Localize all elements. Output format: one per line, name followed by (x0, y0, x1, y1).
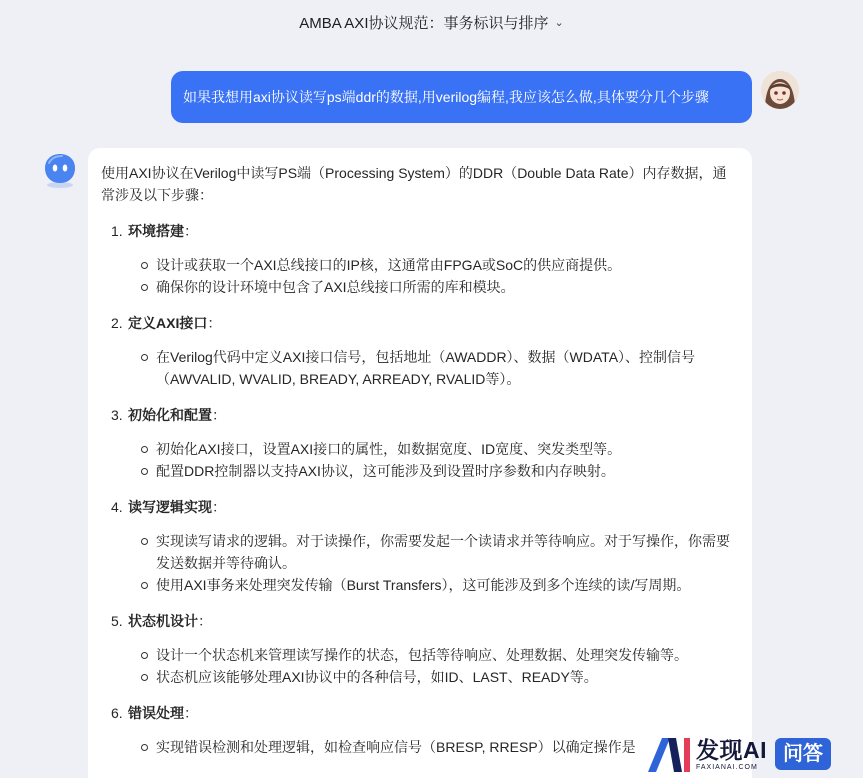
step-title: 定义AXI接口 (128, 315, 208, 331)
answer-step (101, 312, 738, 390)
answer-step (101, 610, 738, 688)
step-bullet-list (101, 530, 738, 596)
step-title: 初始化和配置 (128, 407, 212, 423)
user-avatar[interactable] (761, 71, 799, 109)
step-number: 3. (111, 407, 123, 423)
step-bullet-list (101, 438, 738, 482)
step-number: 1. (111, 223, 123, 239)
step-bullet-list (101, 644, 738, 688)
bullet-item: 实现错误检测和处理逻辑，如检查响应信号（BRESP, RRESP）以确定操作是 (141, 736, 738, 758)
step-heading: 5. 状态机设计 ： (101, 610, 738, 632)
answer-step (101, 702, 738, 758)
step-heading: 6. 错误处理 ： (101, 702, 738, 724)
watermark-domain: FAXIANAI.COM (696, 763, 758, 771)
step-bullet-list (101, 736, 738, 758)
conversation-title: AMBA AXI协议规范：事务标识与排序 (299, 14, 549, 32)
chevron-down-icon[interactable]: ⌄ (554, 16, 564, 29)
step-heading: 3. 初始化和配置 ： (101, 404, 738, 426)
bullet-item: 配置DDR控制器以支持AXI协议，这可能涉及到设置时序参数和内存映射。 (141, 460, 738, 482)
faxianai-logo-icon (646, 734, 692, 774)
bullet-item: 使用AXI事务来处理突发传输（Burst Transfers），这可能涉及到多个连续的读/写周期。 (141, 574, 738, 596)
bullet-item: 实现读写请求的逻辑。对于读操作，你需要发起一个读请求并等待响应。对于写操作，你需要发送数据并等待确认。 (141, 530, 738, 574)
bullet-item: 设计或获取一个AXI总线接口的IP核，这通常由FPGA或SoC的供应商提供。 (141, 254, 738, 276)
user-avatar-image (761, 71, 799, 109)
answer-intro: 使用AXI协议在Verilog中读写PS端（Processing System）的DDR（Double Data Rate）内存数据，通常涉及以下步骤： (101, 165, 727, 203)
bullet-item: 确保你的设计环境中包含了AXI总线接口所需的库和模块。 (141, 276, 738, 298)
watermark-badge: 问答 (775, 738, 831, 770)
step-title: 读写逻辑实现 (128, 499, 212, 515)
step-title: 环境搭建 (128, 223, 184, 239)
step-bullet-list (101, 254, 738, 298)
user-message-bubble (171, 71, 752, 123)
bullet-item: 设计一个状态机来管理读写操作的状态，包括等待响应、处理数据、处理突发传输等。 (141, 644, 738, 666)
step-title: 状态机设计 (128, 613, 198, 629)
watermark-brand-name: 发现AI (696, 736, 767, 763)
watermark-brand (696, 737, 767, 772)
bullet-item: 初始化AXI接口，设置AXI接口的属性，如数据宽度、ID宽度、突发类型等。 (141, 438, 738, 460)
answer-step (101, 220, 738, 298)
step-heading: 4. 读写逻辑实现 ： (101, 496, 738, 518)
step-title: 错误处理 (128, 705, 184, 721)
step-bullet-list (101, 346, 738, 390)
bullet-item: 在Verilog代码中定义AXI接口信号，包括地址（AWADDR）、数据（WDATA）、控制信号（AWVALID, WVALID, BREADY, ARREADY, RVALID等）。 (141, 346, 738, 390)
bullet-item: 状态机应该能够处理AXI协议中的各种信号，如ID、LAST、READY等。 (141, 666, 738, 688)
step-number: 6. (111, 705, 123, 721)
step-heading: 2. 定义AXI接口 ： (101, 312, 738, 334)
step-number: 4. (111, 499, 123, 515)
step-number: 5. (111, 613, 123, 629)
assistant-avatar-icon (40, 151, 80, 191)
user-message-text: 如果我想用axi协议读写ps端ddr的数据,用verilog编程,我应该怎么做,具体要分几个步骤 (183, 89, 709, 105)
step-number: 2. (111, 315, 123, 331)
answer-step (101, 496, 738, 596)
conversation-title-bar[interactable] (0, 0, 863, 44)
assistant-answer-card (88, 148, 752, 778)
site-watermark (646, 730, 863, 778)
step-heading: 1. 环境搭建 ： (101, 220, 738, 242)
answer-step (101, 404, 738, 482)
